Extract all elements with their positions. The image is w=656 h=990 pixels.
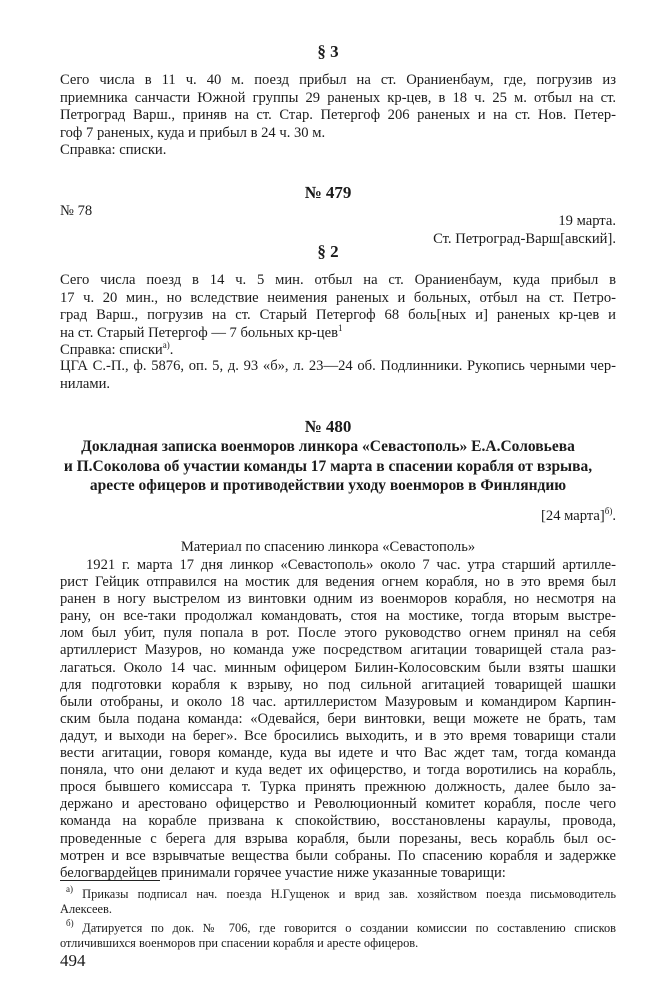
footnote-ref: 1 — [337, 322, 343, 333]
sec3-lines — [60, 90, 616, 160]
footnote-ref: б) — [604, 506, 613, 516]
text-line: рану, он все-таки продолжал командовать, стоя на мостике, тогда вторым выстре- — [60, 608, 616, 625]
spravka-end: . — [169, 342, 174, 358]
text-line: дадут, и выходи на берег». Все бросились выходить, и в это время товарищи стали — [60, 727, 616, 744]
footnote-b — [60, 918, 617, 951]
text-line: град Варш., погрузив на ст. Старый Петергоф 68 боль[ных и] раненых кр-цев и — [60, 307, 616, 323]
text-line: артиллерист Мазуров, но команда уже посредством агитации товарищей стала раз- — [60, 642, 616, 659]
text-line: приемника санчасти Южной группы 29 раненых кр-цев, в 18 ч. 25 м. отбыл на ст. — [60, 89, 616, 106]
text-line: 17 ч. 20 мин., но вследствие неимения раненых и больных, отбыл на ст. Петро- — [60, 289, 616, 306]
title-line: и П.Соколова об участии команды 17 марта в спасении корабля от взрыва, — [63, 457, 593, 475]
text-line: для подготовки корабля к взрыву, но под сильной агитацией товарищей шашки — [60, 676, 616, 693]
footnote-divider — [60, 880, 160, 881]
text-line: 1921 г. марта 17 дня линкор «Севастополь» около 7 час. утра старший артилле- — [86, 557, 616, 573]
sub-number: № 78 — [60, 203, 93, 219]
footnote-text: Приказы подписал нач. поезда Н.Гущенок и врид зав. хозяйством поезда письмоводитель — [82, 887, 616, 901]
text-line: были отобраны, и около 18 час. артиллеристом Мазуровым и командиром Карпин- — [60, 693, 616, 710]
doc479-paragraph — [60, 272, 616, 360]
text-line: Сего числа поезд в 14 ч. 5 мин. отбыл на ст. Ораниенбаум, куда прибыл в — [60, 272, 616, 288]
archive-reference — [60, 358, 616, 393]
text-line: белогвардейцев принимали горячее участие ниже указанные товарищи: — [60, 864, 506, 881]
title-line: Докладная записка военморов линкора «Севастополь» Е.А.Соловьева — [81, 438, 575, 455]
text-line: на ст. Старый Петергоф — 7 больных кр-цев — [60, 324, 338, 341]
text-line: Сего числа в 11 ч. 40 м. поезд прибыл на ст. Ораниенбаум, где, погрузив из — [60, 72, 616, 88]
text-line: ЦГА С.-П., ф. 5876, оп. 5, д. 93 «б», л. 23—24 об. Подлинники. Рукопись черными чер- — [60, 358, 616, 374]
text-line: прося бывшего комиссара т. Турка принять прежнюю должность, далее было за- — [60, 779, 616, 796]
footnote-mark: а) — [66, 884, 73, 894]
text-line: рист Гейцик отправился на мостик для ведения огнем корабля, но в это время был — [60, 574, 616, 591]
text-line: проведенные с берега для взрыва корабля, были порезаны, весь корабль был ос- — [60, 830, 616, 847]
text-line: держано и арестовано офицерство и Революционный комитет корабля, после чего — [60, 796, 616, 813]
text-line-with-note — [60, 322, 616, 343]
doc480-body — [60, 557, 616, 882]
text-line: команда на корабле призвана к спокойствию, восстановлены караулы, провода, — [60, 813, 616, 830]
section-heading-3: § 3 — [317, 42, 339, 61]
text-line: ранен в ногу выстрелом из винтовки одним из военморов корабля, но несмотря на — [60, 591, 616, 608]
date: [24 марта] — [541, 508, 605, 524]
document-title — [40, 437, 616, 496]
text-line: Петроград Варш., приняв на ст. Стар. Петергоф 206 раненых и на ст. Нов. Петер- — [60, 107, 616, 123]
date-end: . — [612, 508, 616, 524]
text-line: ским была подана команда: «Одевайся, бери винтовки, вещи можете не брать, там — [60, 710, 616, 727]
date-line — [60, 508, 616, 526]
text-line: мотрен и все взрывчатые вещества были собраны. По спасению корабля и задержке — [60, 847, 616, 864]
page-number: 494 — [60, 951, 86, 970]
text-line: поняла, что они делают и куда ведет их офицерство, и тогда воротились на корабль, — [60, 762, 616, 779]
spravka-line — [60, 342, 616, 360]
footnote-line — [60, 884, 616, 902]
footnote-text: Датируется по док. № 706, где говорится о создании комиссии по составлению списков — [82, 921, 617, 935]
text-line: нилами. — [60, 375, 111, 392]
document-number-480: № 480 — [304, 417, 352, 436]
text-line: вести агитации, говоря команде, куда вы идете и что Вас ждет там, тогда команда — [60, 745, 616, 762]
footnote-mark: б) — [66, 918, 74, 928]
doc480-date — [60, 508, 616, 526]
footnote-line: Алексеев. — [60, 902, 112, 916]
section-heading-2: § 2 — [317, 242, 339, 261]
text-line: гоф 7 раненых, куда и прибыл в 24 ч. 30 м. — [60, 124, 326, 141]
footnote-line: отличившихся военморов при спасении корабля и аресте офицеров. — [60, 936, 419, 950]
text-line: лом был убит, пуля попала в рот. После этого руководство огнем принял на себя — [60, 625, 616, 642]
title-line: аресте офицеров и противодействии уходу военморов в Финляндию — [89, 477, 567, 494]
spravka-text: Справка: списки — [60, 342, 163, 358]
sec3-paragraph — [60, 72, 616, 90]
spravka-line: Справка: списки. — [60, 142, 167, 158]
footnote-a — [60, 884, 616, 917]
place: Ст. Петроград-Варш[авский]. — [433, 230, 616, 247]
document-number-479: № 479 — [304, 183, 352, 202]
text-line: лагаться. Около 14 час. минным офицером Билин-Колосовским были взяты шашки — [60, 659, 616, 676]
footnote-line — [60, 918, 617, 936]
footnote-ref: а) — [162, 340, 170, 350]
date: 19 марта. — [558, 213, 616, 229]
document-subtitle: Материал по спасению линкора «Севастополь» — [180, 539, 476, 555]
